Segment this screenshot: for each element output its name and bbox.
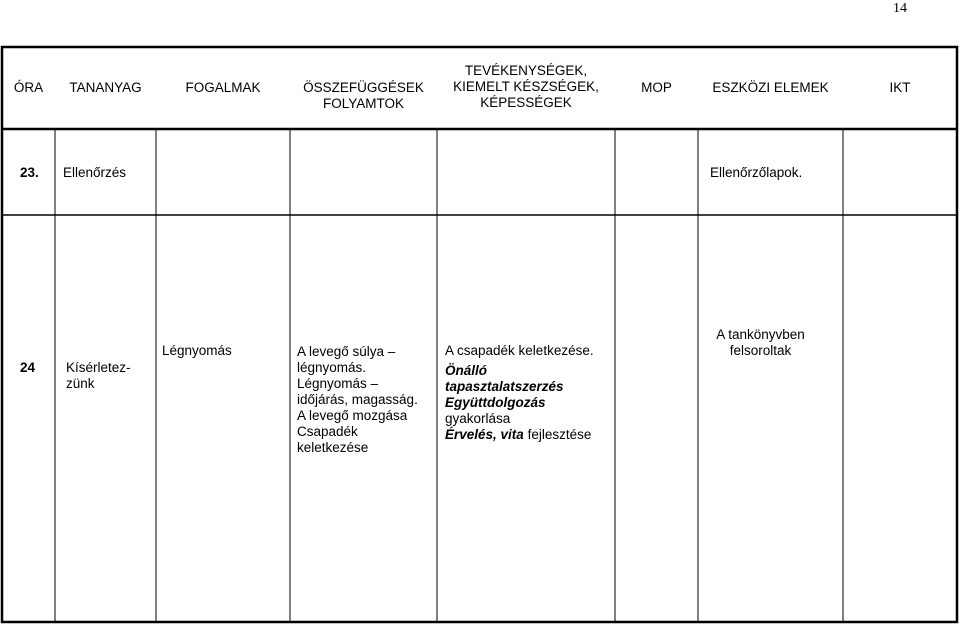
- row-fogalmak: Légnyomás: [162, 343, 232, 358]
- row-ora: 23.: [20, 165, 39, 180]
- row-osszefuggesek: A levegő súlya – légnyomás. Légnyomás – időjárás, magasság. A levegő mozgása Csapadék keletkezése: [297, 344, 418, 455]
- header-fogalmak: FOGALMAK: [185, 80, 261, 95]
- header-eszkozi: ESZKÖZI ELEMEK: [712, 80, 829, 95]
- row-tevekenysegek: A csapadék keletkezése. Önálló tapasztalatszerzés Együttdolgozás gyakorlása Érvelés, vita fejlesztése: [445, 343, 594, 442]
- row-ora: 24: [20, 360, 36, 375]
- header-ikt: IKT: [889, 80, 911, 95]
- row-eszkozi: A tankönyvben felsoroltak: [716, 327, 805, 358]
- row-eszkozi: Ellenőrzőlapok.: [710, 165, 803, 180]
- page-number: 14: [893, 1, 907, 16]
- header-tananyag: TANANYAG: [69, 80, 142, 95]
- header-osszefuggesek: ÖSSZEFÜGGÉSEK FOLYAMTOK: [303, 80, 424, 111]
- header-ora: ÓRA: [13, 80, 44, 95]
- header-tevekenysegek: TEVÉKENYSÉGEK, KIEMELT KÉSZSÉGEK, KÉPESSÉGEK: [453, 63, 599, 110]
- header-mop: MOP: [641, 80, 672, 95]
- row-tananyag: Kísérletez- zünk: [66, 360, 131, 391]
- row-tananyag: Ellenőrzés: [63, 165, 127, 180]
